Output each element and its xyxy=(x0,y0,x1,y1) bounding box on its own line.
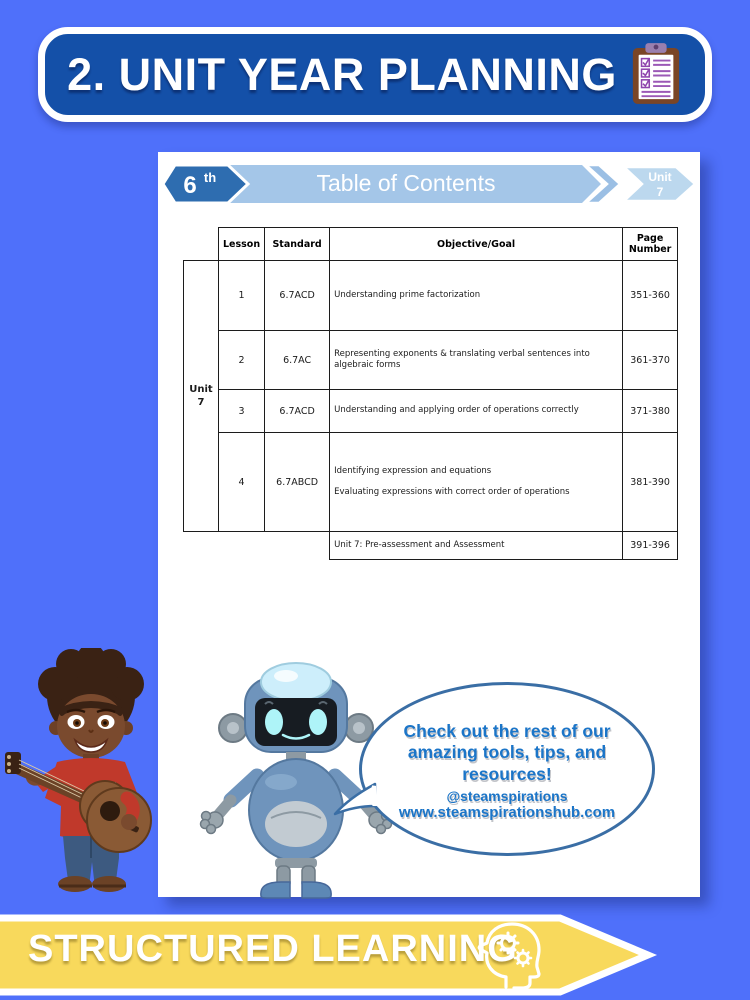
col-header-standard: Standard xyxy=(265,228,330,261)
speech-bubble xyxy=(359,682,655,856)
toc-unit-word: Unit xyxy=(648,170,672,184)
table-row xyxy=(184,261,678,331)
table-footer-row xyxy=(184,532,678,560)
table-row xyxy=(184,433,678,532)
toc-table xyxy=(183,227,678,560)
boy-with-guitar-illustration xyxy=(5,648,175,892)
col-header-objective: Objective/Goal xyxy=(330,228,623,261)
toc-unit-number: 7 xyxy=(656,185,664,199)
col-header-lesson: Lesson xyxy=(219,228,265,261)
pages-cell: 371-380 xyxy=(623,390,678,433)
objective-line-1: Identifying expression and equations xyxy=(334,466,492,477)
unit-cell xyxy=(184,261,219,532)
pages-cell: 351-360 xyxy=(623,261,678,331)
title-banner xyxy=(38,27,712,122)
lesson-cell: 2 xyxy=(219,331,265,390)
bubble-message: Check out the rest of our amazing tools, tips, and resources! xyxy=(403,720,611,784)
pages-cell: 361-370 xyxy=(623,331,678,390)
head-gears-icon xyxy=(476,922,552,990)
standard-cell: 6.7ABCD xyxy=(265,433,330,532)
unit-cell-word: Unit xyxy=(189,384,213,395)
bubble-website: www.steamspirationshub.com xyxy=(398,804,616,822)
col-header-page: Page Number xyxy=(623,228,678,261)
table-header-row xyxy=(184,228,678,261)
footer-title: STRUCTURED LEARNING xyxy=(28,928,518,970)
grade-suffix: th xyxy=(203,170,217,185)
standard-cell: 6.7AC xyxy=(265,331,330,390)
table-row xyxy=(184,390,678,433)
assessment-cell: Unit 7: Pre-assessment and Assessment xyxy=(330,532,623,560)
objective-cell: Understanding and applying order of operations correctly xyxy=(330,390,623,433)
page-title: 2. UNIT YEAR PLANNING xyxy=(67,48,617,100)
toc-header-banner xyxy=(158,164,700,204)
toc-title: Table of Contents xyxy=(316,170,496,196)
lesson-cell: 1 xyxy=(219,261,265,331)
assessment-pages-cell: 391-396 xyxy=(623,532,678,560)
objective-line-2: Evaluating expressions with correct order of operations xyxy=(334,486,570,497)
objective-cell: Representing exponents & translating verbal sentences into algebraic forms xyxy=(330,331,623,390)
grade-number: 6 xyxy=(183,172,197,199)
pages-cell: 381-390 xyxy=(623,433,678,532)
unit-cell-number: 7 xyxy=(197,397,205,408)
objective-cell: Understanding prime factorization xyxy=(330,261,623,331)
standard-cell: 6.7ACD xyxy=(265,261,330,331)
bubble-handle: @steamspirations xyxy=(446,788,568,805)
lesson-cell: 4 xyxy=(219,433,265,532)
clipboard-checklist-icon xyxy=(629,42,683,108)
standard-cell: 6.7ACD xyxy=(265,390,330,433)
objective-cell xyxy=(330,433,623,532)
lesson-cell: 3 xyxy=(219,390,265,433)
speech-bubble-tail xyxy=(331,778,377,822)
table-row xyxy=(184,331,678,390)
